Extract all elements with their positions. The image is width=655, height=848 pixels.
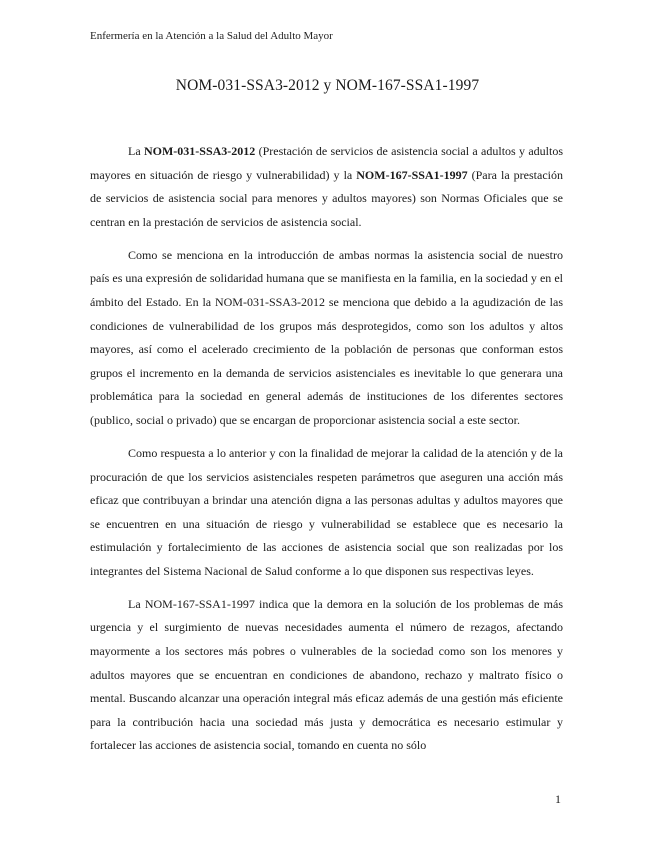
- nom-031-description: (Prestación de servicios de asistencia social a adultos y adultos mayores en situación de riesgo y vulnerabilidad) y la: [90, 144, 563, 182]
- running-header: Enfermería en la Atención a la Salud del Adulto Mayor: [90, 30, 333, 42]
- paragraph-4: La NOM-167-SSA1-1997 indica que la demora en la solución de los problemas de más urgencia y el surgimiento de nuevas necesidades aumenta el número de rezagos, afectando mayormente a los sectores más pobres o vulnerables de la sociedad como son los menores y adultos mayores que se encuentran en condiciones de abandono, rechazo y maltrato físico o mental. Buscando alcanzar una operación integral más eficaz además de una gestión más eficiente para la contribución hacia una sociedad más justa y democrática es necesario estimular y fortalecer las acciones de asistencia social, tomando en cuenta no sólo: [90, 596, 563, 753]
- page-title: NOM-031-SSA3-2012 y NOM-167-SSA1-1997: [175, 77, 480, 94]
- nom-167-description: (Para la prestación de servicios de asistencia social para menores y adultos mayores) son Normas Oficiales que se centran en la prestación de servicios de asistencia social.: [90, 167, 563, 229]
- page-number: 1: [555, 792, 561, 806]
- nom-167-reference: NOM-167-SSA1-1997: [356, 167, 468, 182]
- document-body: [90, 140, 563, 767]
- paragraph-2: Como se menciona en la introducción de ambas normas la asistencia social de nuestro país es una expresión de solidaridad humana que se manifiesta en la familia, en la sociedad y en el ámbito del Estado. En la NOM-031-SSA3-2012 se menciona que debido a la agudización de las condiciones de vulnerabilidad de los grupos más desprotegidos, como son los adultos y altos mayores, así como el acelerado crecimiento de la población de personas que conforman estos grupos el incremento en la demanda de servicios asistenciales es inevitable lo que generara una problemática para la sociedad en general además de instituciones de los diferentes sectores (publico, social o privado) que se encargan de proporcionar asistencia social a este sector.: [90, 247, 563, 427]
- nom-031-reference: NOM-031-SSA3-2012: [143, 144, 256, 158]
- intro-lead: La: [128, 144, 144, 158]
- paragraph-intro: [90, 140, 563, 234]
- paragraph-3: Como respuesta a lo anterior y con la finalidad de mejorar la calidad de la atención y de la procuración de que los servicios asistenciales respeten parámetros que aseguren una acción más eficaz que contribuyan a brindar una atención digna a las personas adultas y adultos mayores que se encuentren en una situación de riesgo y vulnerabilidad se establece que es necesario la estimulación y fortalecimiento de las acciones de asistencia social que son realizadas por los integrantes del Sistema Nacional de Salud conforme a lo que disponen sus respectivas leyes.: [90, 445, 563, 578]
